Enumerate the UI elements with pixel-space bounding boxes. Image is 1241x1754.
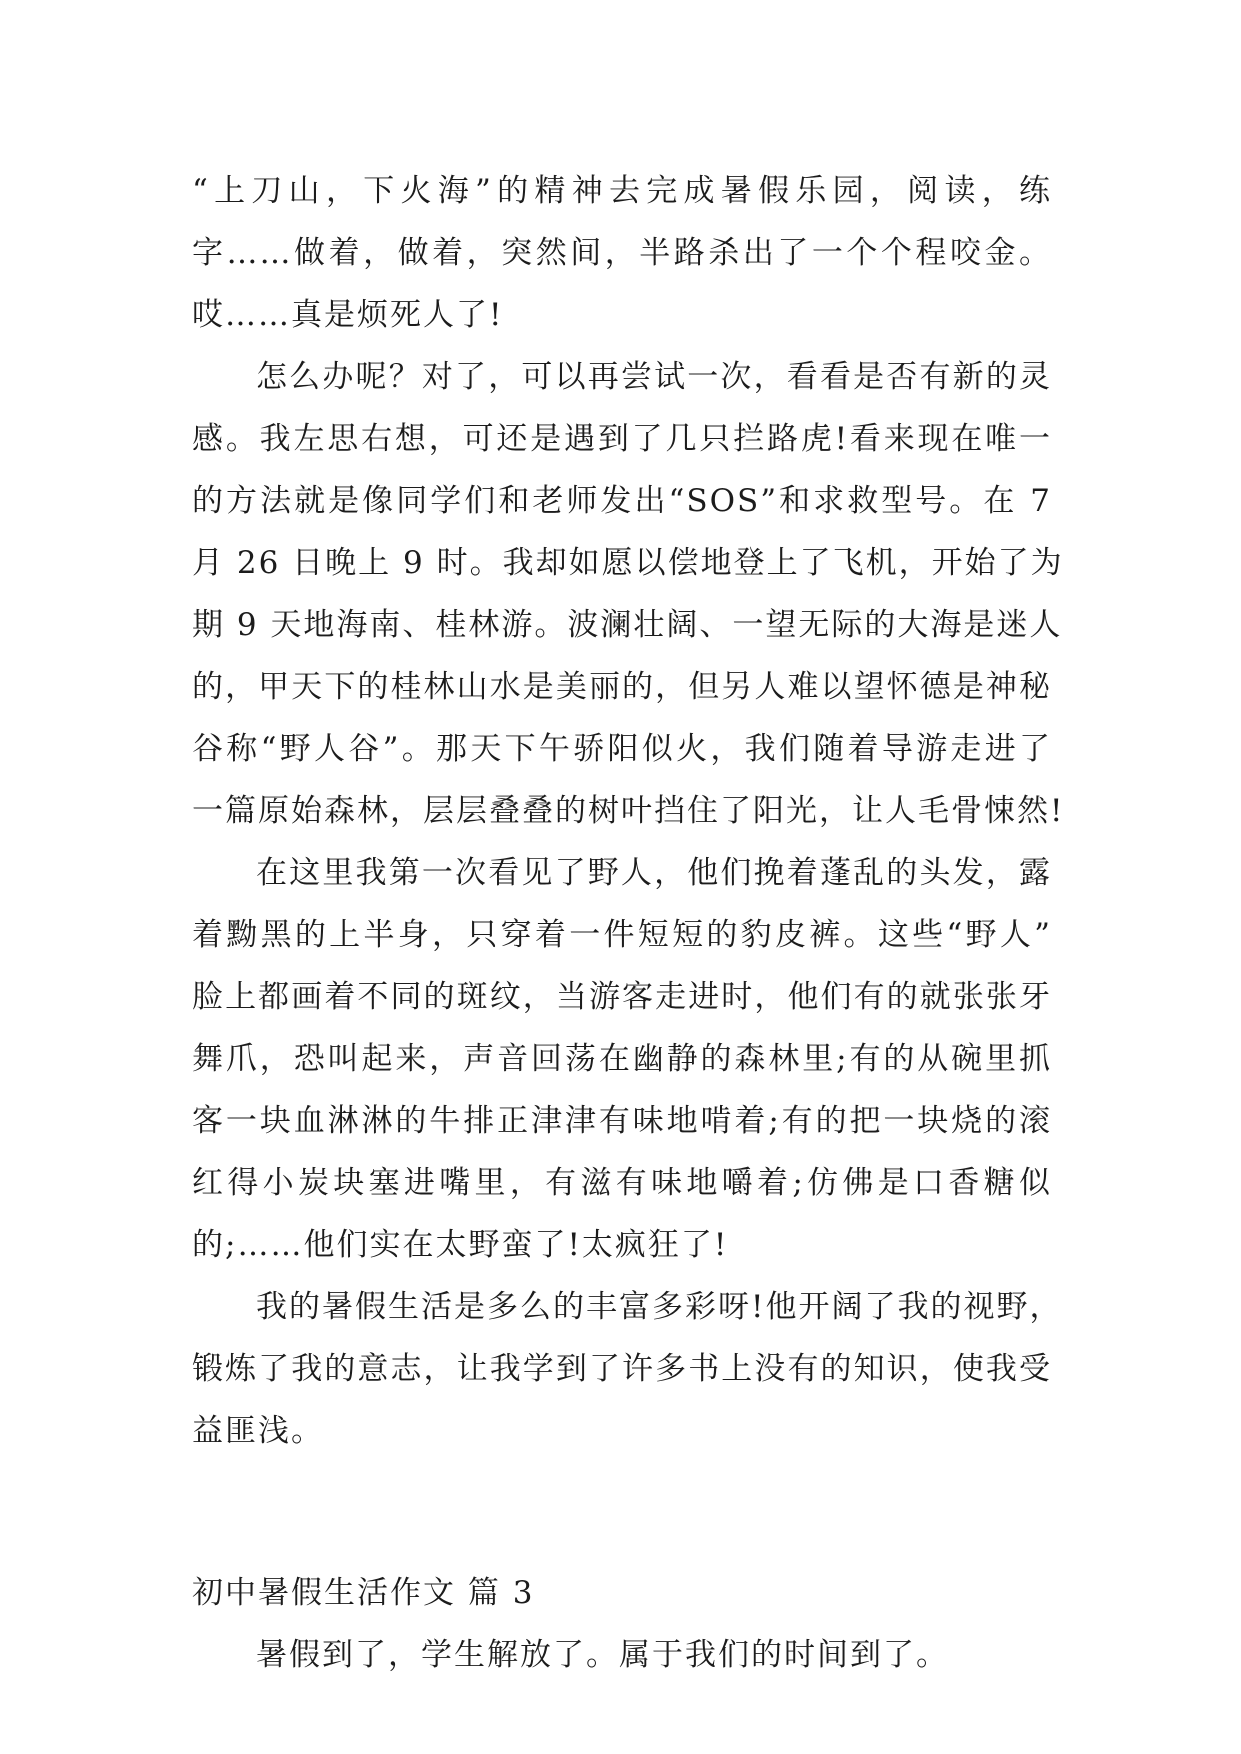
text-line: 月 26 日晚上 9 时。我却如愿以偿地登上了飞机，开始了为 <box>192 545 1064 581</box>
section-spacer <box>192 1462 1052 1562</box>
paragraph-2 <box>192 346 1065 842</box>
text-line: 字……做着，做着，突然间，半路杀出了一个个程咬金。 <box>192 235 1052 271</box>
text-line: 锻炼了我的意志，让我学到了许多书上没有的知识，使我受 <box>192 1351 1052 1387</box>
text-line: 着黝黑的上半身，只穿着一件短短的豹皮裤。这些“野人” <box>192 917 1052 953</box>
text-line: 我的暑假生活是多么的丰富多彩呀!他开阔了我的视野， <box>256 1289 1063 1325</box>
text-line: 舞爪，恐叫起来，声音回荡在幽静的森林里;有的从碗里抓 <box>192 1041 1052 1077</box>
paragraph-1 <box>192 160 1052 346</box>
text-line: 的，甲天下的桂林山水是美丽的，但另人难以望怀德是神秘 <box>192 669 1052 705</box>
text-line: 谷称“野人谷”。那天下午骄阳似火，我们随着导游走进了 <box>192 731 1052 767</box>
text-line: 一篇原始森林，层层叠叠的树叶挡住了阳光，让人毛骨悚然! <box>192 793 1065 829</box>
text-line: 怎么办呢？对了，可以再尝试一次，看看是否有新的灵 <box>256 359 1052 395</box>
text-line: 脸上都画着不同的斑纹，当游客走进时，他们有的就张张牙 <box>192 979 1052 1015</box>
text-line: 红得小炭块塞进嘴里，有滋有味地嚼着;仿佛是口香糖似 <box>192 1165 1052 1201</box>
document-body <box>192 160 1065 1686</box>
section-heading: 初中暑假生活作文 篇 3 <box>192 1575 535 1611</box>
text-line: 益匪浅。 <box>192 1413 324 1449</box>
text-line: 感。我左思右想，可还是遇到了几只拦路虎!看来现在唯一 <box>192 421 1052 457</box>
text-line: 的;……他们实在太野蛮了!太疯狂了! <box>192 1227 729 1263</box>
text-line: 客一块血淋淋的牛排正津津有味地啃着;有的把一块烧的滚 <box>192 1103 1052 1139</box>
text-line: 哎……真是烦死人了! <box>192 297 504 333</box>
paragraph-4 <box>192 1276 1063 1462</box>
paragraph-5 <box>192 1624 1052 1686</box>
text-line: 期 9 天地海南、桂林游。波澜壮阔、一望无际的大海是迷人 <box>192 607 1063 643</box>
text-line: 暑假到了，学生解放了。属于我们的时间到了。 <box>256 1637 949 1673</box>
text-line: 在这里我第一次看见了野人，他们挽着蓬乱的头发，露 <box>256 855 1052 891</box>
text-line: “上刀山，下火海”的精神去完成暑假乐园，阅读，练 <box>192 173 1052 209</box>
paragraph-3 <box>192 842 1052 1276</box>
text-line: 的方法就是像同学们和老师发出“SOS”和求救型号。在 7 <box>192 483 1052 519</box>
